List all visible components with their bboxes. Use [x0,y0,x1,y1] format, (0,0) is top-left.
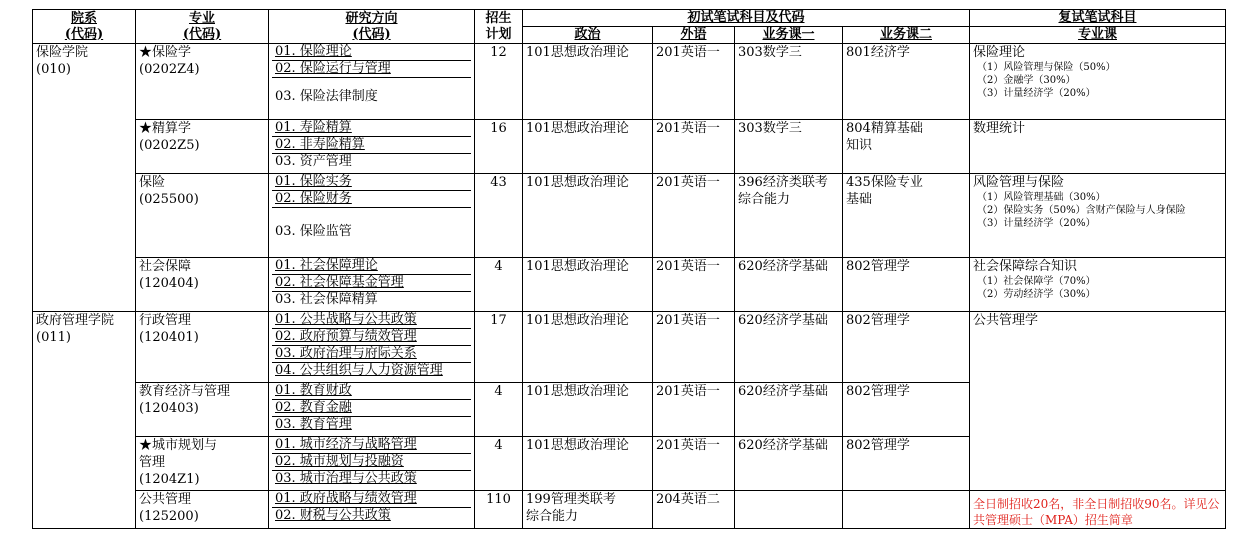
table-row [33,491,1226,529]
quota-cell: 110 [475,491,523,529]
politics-cell: 199管理类联考 综合能力 [523,491,653,529]
course1-cell: 620经济学基础 [735,258,843,312]
major-cell: 公共管理 (125200) [136,491,269,529]
politics-cell: 101思想政治理论 [523,312,653,383]
retest-cell [970,120,1226,174]
header-course1: 业务课一 [735,27,843,44]
retest-cell [970,174,1226,258]
course1-cell: 303数学三 [735,120,843,174]
major-cell: 行政管理 (120401) [136,312,269,383]
direction-item: 03. 资产管理 [275,154,352,169]
direction-item: 03. 城市治理与公共政策 [275,471,417,486]
direction-list [269,383,475,437]
retest-cell [970,44,1226,120]
direction-item: 01. 寿险精算 [272,120,471,137]
retest-cell [970,312,1226,491]
direction-list [269,174,475,258]
table-row [33,258,1226,312]
table-row [33,174,1226,258]
politics-cell: 101思想政治理论 [523,383,653,437]
quota-cell: 43 [475,174,523,258]
direction-item: 04. 公共组织与人力资源管理 [275,363,443,378]
direction-item: 02. 政府预算与绩效管理 [272,329,471,346]
course2-cell: 801经济学 [843,44,970,120]
course2-cell: 802管理学 [843,383,970,437]
retest-title: 风险管理与保险 [973,175,1065,190]
header-course2: 业务课二 [843,27,970,44]
retest-item: （2）金融学（30%） [977,75,1076,86]
direction-item: 02. 财税与公共政策 [275,508,391,523]
course2-cell: 802管理学 [843,437,970,491]
quota-cell: 4 [475,437,523,491]
foreign-cell: 201英语一 [653,312,735,383]
header-major: 专业 (代码) [136,10,269,44]
retest-cell [970,258,1226,312]
mpa-note: 全日制招收20名，非全日制招收90名。详见公共管理硕士（MPA）招生简章 [970,491,1226,529]
foreign-cell: 201英语一 [653,174,735,258]
header-retest-group: 复试笔试科目 [970,10,1226,27]
direction-item: 01. 教育财政 [272,383,471,400]
course1-cell: 620经济学基础 [735,437,843,491]
quota-cell: 4 [475,383,523,437]
header-politics: 政治 [523,27,653,44]
course1-cell: 396经济类联考 综合能力 [735,174,843,258]
retest-title: 数理统计 [973,121,1026,136]
retest-item: （2）保险实务（50%）含财产保险与人身保险 [977,205,1186,216]
direction-item: 02. 城市规划与投融资 [272,454,471,471]
direction-item: 02. 保险运行与管理 [272,61,471,78]
quota-cell: 12 [475,44,523,120]
retest-title: 公共管理学 [973,313,1039,328]
direction-item: 02. 保险财务 [272,191,471,208]
course2-cell: 802管理学 [843,258,970,312]
foreign-cell: 201英语一 [653,44,735,120]
foreign-cell: 201英语一 [653,258,735,312]
foreign-cell: 201英语一 [653,383,735,437]
direction-item: 02. 教育金融 [272,400,471,417]
direction-list [269,312,475,383]
header-retest-course: 专业课 [970,27,1226,44]
direction-item: 01. 城市经济与战略管理 [272,437,471,454]
major-cell: 教育经济与管理 (120403) [136,383,269,437]
politics-cell: 101思想政治理论 [523,258,653,312]
direction-item: 03. 政府治理与府际关系 [272,346,471,363]
direction-item: 01. 保险理论 [272,44,471,61]
foreign-cell: 204英语二 [653,491,735,529]
quota-cell: 17 [475,312,523,383]
major-cell: 保险 (025500) [136,174,269,258]
header-foreign: 外语 [653,27,735,44]
retest-item: （1）风险管理与保险（50%） [977,62,1116,73]
college-cell: 保险学院 (010) [33,44,136,312]
major-cell: ★精算学 (0202Z5) [136,120,269,174]
course1-cell: 620经济学基础 [735,312,843,383]
retest-item: （1）风险管理基础（30%） [977,192,1106,203]
header-prelim-group: 初试笔试科目及代码 [523,10,970,27]
retest-title: 保险理论 [973,45,1026,60]
politics-cell: 101思想政治理论 [523,44,653,120]
direction-item: 01. 政府战略与绩效管理 [272,491,471,508]
course1-cell: 620经济学基础 [735,383,843,437]
major-cell: 社会保障 (120404) [136,258,269,312]
direction-item: 03. 保险监管 [275,224,352,239]
table-row [33,44,1226,120]
politics-cell: 101思想政治理论 [523,120,653,174]
direction-list [269,120,475,174]
retest-item: （3）计量经济学（20%） [977,218,1096,229]
header-college: 院系 (代码) [33,10,136,44]
course1-cell [735,491,843,529]
course2-cell: 804精算基础 知识 [843,120,970,174]
retest-item: （2）劳动经济学（30%） [977,289,1096,300]
direction-list [269,437,475,491]
admissions-table [32,9,1226,529]
major-cell: ★保险学 (0202Z4) [136,44,269,120]
direction-list [269,258,475,312]
foreign-cell: 201英语一 [653,437,735,491]
table-row [33,120,1226,174]
table-row [33,312,1226,383]
foreign-cell: 201英语一 [653,120,735,174]
direction-item: 02. 社会保障基金管理 [272,275,471,292]
direction-list [269,44,475,120]
major-cell: ★城市规划与 管理 (1204Z1) [136,437,269,491]
header-quota: 招生 计划 [475,10,523,44]
retest-title: 社会保障综合知识 [973,259,1078,274]
direction-item: 01. 社会保障理论 [272,258,471,275]
retest-item: （1）社会保障学（70%） [977,276,1096,287]
politics-cell: 101思想政治理论 [523,437,653,491]
course2-cell: 435保险专业 基础 [843,174,970,258]
quota-cell: 4 [475,258,523,312]
course2-cell [843,491,970,529]
course2-cell: 802管理学 [843,312,970,383]
direction-item: 03. 保险法律制度 [275,89,378,104]
direction-list [269,491,475,529]
retest-item: （3）计量经济学（20%） [977,88,1096,99]
direction-item: 03. 社会保障精算 [275,292,378,307]
direction-item: 01. 公共战略与公共政策 [272,312,471,329]
quota-cell: 16 [475,120,523,174]
direction-item: 03. 教育管理 [275,417,352,432]
header-direction: 研究方向 (代码) [269,10,475,44]
politics-cell: 101思想政治理论 [523,174,653,258]
course1-cell: 303数学三 [735,44,843,120]
direction-item: 01. 保险实务 [272,174,471,191]
direction-item: 02. 非寿险精算 [272,137,471,154]
college-cell: 政府管理学院 (011) [33,312,136,529]
